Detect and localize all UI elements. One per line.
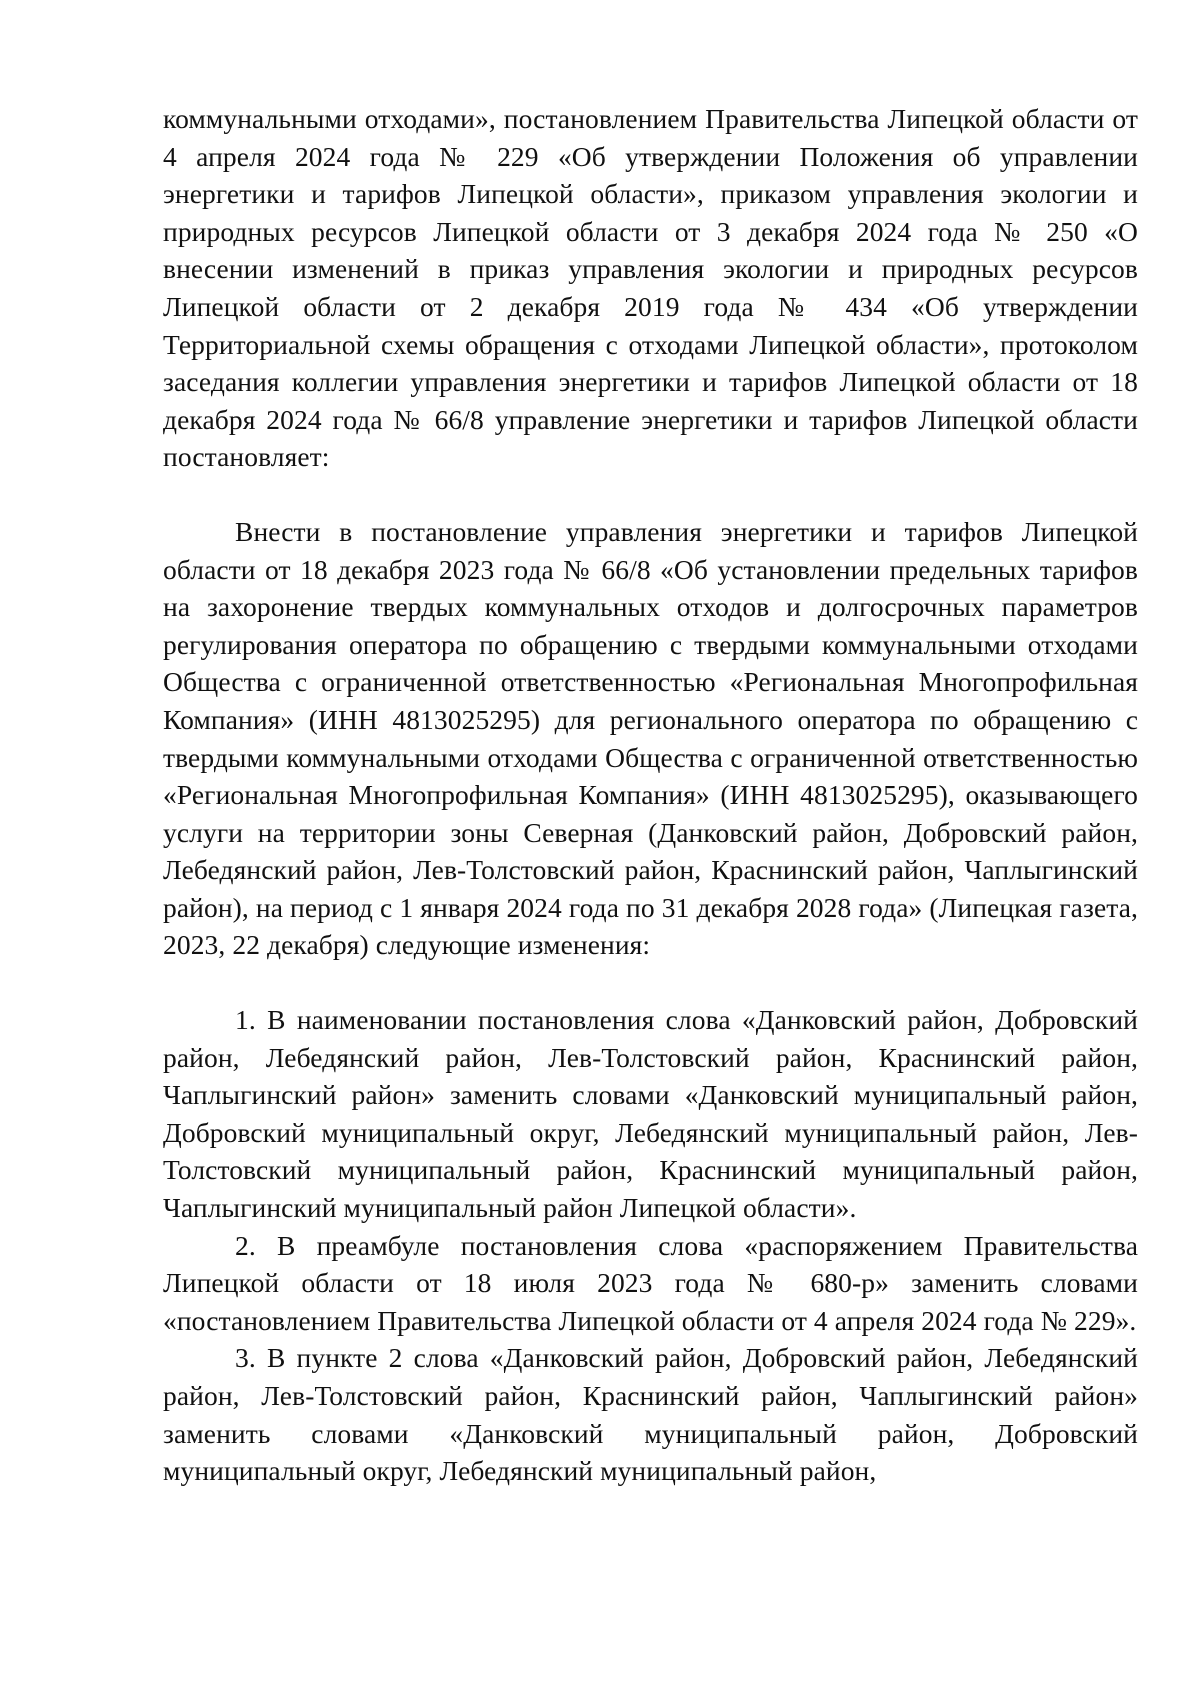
paragraph-item-1: 1. В наименовании постановления слова «Данковский район, Добровский район, Лебедянский район, Лев-Толстовский район, Краснинский район, Чаплыгинский район» заменить словами «Данковский муниципальный район, Добровский муниципальный округ, Лебедянский муниципальный район, Лев-Толстовский муниципальный район, Краснинский муниципальный район, Чаплыгинский муниципальный район Липецкой области». xyxy=(163,1004,1138,1224)
paragraph-preamble-continuation: коммунальными отходами», постановлением Правительства Липецкой области от 4 апреля 2024 года № 229 «Об утверждении Положения об управлении энергетики и тарифов Липецкой области», приказом управления экологии и природных ресурсов Липецкой области от 3 декабря 2024 года № 250 «О внесении изменений в приказ управления экологии и природных ресурсов Липецкой области от 2 декабря 2019 года № 434 «Об утверждении Территориальной схемы обращения с отходами Липецкой области», протоколом заседания коллегии управления энергетики и тарифов Липецкой области от 18 декабря 2024 года № 66/8 управление энергетики и тарифов Липецкой области постановляет: xyxy=(163,103,1138,473)
paragraph-item-3: 3. В пункте 2 слова «Данковский район, Добровский район, Лебедянский район, Лев-Толстовский район, Краснинский район, Чаплыгинский район» заменить словами «Данковский муниципальный район, Добровский муниципальный округ, Лебедянский муниципальный район, xyxy=(163,1342,1138,1487)
paragraph-resolution-intro: Внести в постановление управления энергетики и тарифов Липецкой области от 18 декабря 2023 года № 66/8 «Об установлении предельных тарифов на захоронение твердых коммунальных отходов и долгосрочных параметров регулирования оператора по обращению с твердыми коммунальными отходами Общества с ограниченной ответственностью «Региональная Многопрофильная Компания» (ИНН 4813025295) для регионального оператора по обращению с твердыми коммунальными отходами Общества с ограниченной ответственностью «Региональная Многопрофильная Компания» (ИНН 4813025295), оказывающего услуги на территории зоны Северная (Данковский район, Добровский район, Лебедянский район, Лев-Толстовский район, Краснинский район, Чаплыгинский район), на период с 1 января 2024 года по 31 декабря 2028 года» (Липецкая газета, 2023, 22 декабря) следующие изменения: xyxy=(163,515,1138,961)
paragraph-item-2: 2. В преамбуле постановления слова «распоряжением Правительства Липецкой области от 18 июля 2023 года № 680-р» заменить словами «постановлением Правительства Липецкой области от 4 апреля 2024 года № 229». xyxy=(163,1229,1138,1336)
document-body xyxy=(163,100,1138,1490)
